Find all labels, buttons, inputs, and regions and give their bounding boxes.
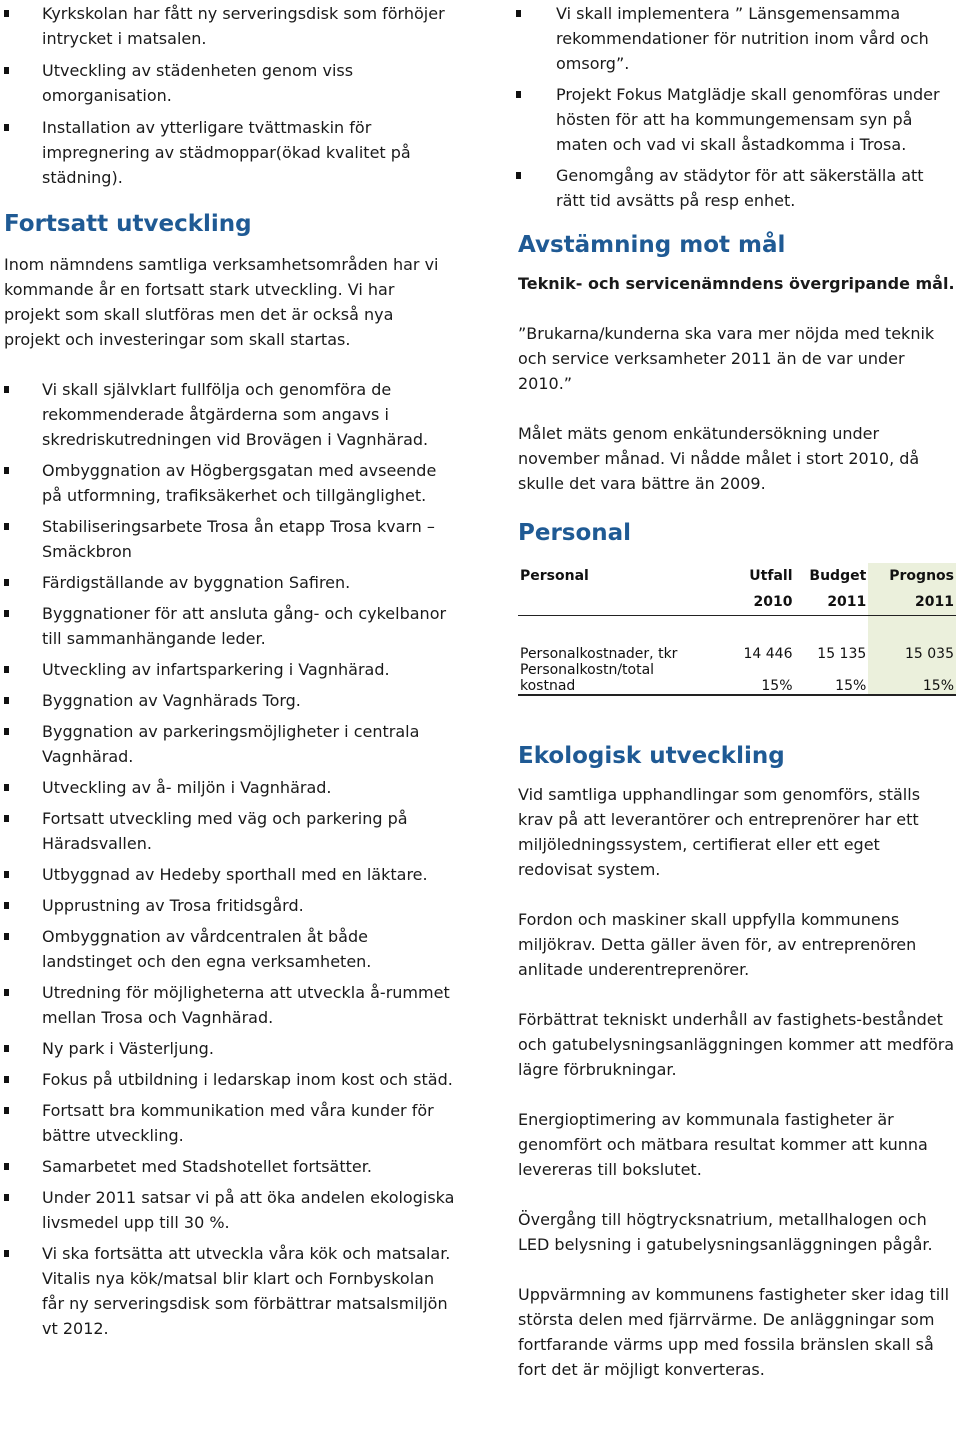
eko-paragraph: Uppvärmning av kommunens fastigheter sker idag till största delen med fjärrvärme. De anläggningar som fortfarande värms upp med fossila bränslen skall så fort det är möjligt konverteras. bbox=[518, 1285, 950, 1379]
list-item: Utveckling av städenheten genom viss omorganisation. bbox=[0, 58, 460, 108]
square-bullet-icon bbox=[4, 124, 9, 131]
table-cell: 15% bbox=[721, 678, 795, 695]
eko-paragraph: Förbättrat tekniskt underhåll av fastighets-beståndet och gatubelysningsanläggningen kommer att medföra lägre förbrukningar. bbox=[518, 1010, 955, 1079]
square-bullet-icon bbox=[516, 172, 521, 179]
table-cell: 14 446 bbox=[743, 646, 793, 662]
list-item: Utredning för möjligheterna att utveckla å-rummet mellan Trosa och Vagnhärad. bbox=[0, 980, 460, 1030]
bullet-list-top-right bbox=[516, 0, 956, 213]
square-bullet-icon bbox=[4, 1076, 9, 1083]
table-row bbox=[518, 646, 956, 662]
bullet-list-top-left bbox=[0, 0, 460, 190]
square-bullet-icon bbox=[4, 871, 9, 878]
list-item: Installation av ytterligare tvättmaskin för impregnering av städmoppar(ökad kvalitet på städning). bbox=[0, 115, 460, 190]
section-heading-fortsatt-utveckling: Fortsatt utveckling bbox=[4, 211, 252, 237]
square-bullet-icon bbox=[4, 1107, 9, 1114]
square-bullet-icon bbox=[4, 933, 9, 940]
square-bullet-icon bbox=[4, 989, 9, 996]
list-item: Fortsatt bra kommunikation med våra kunder för bättre utveckling. bbox=[0, 1098, 460, 1148]
list-item: Projekt Fokus Matglädje skall genomföras under hösten för att ha kommungemensam syn på maten och vad vi skall åstadkomma i Trosa. bbox=[516, 82, 956, 157]
table-header bbox=[518, 589, 721, 616]
right-column bbox=[516, 0, 956, 1382]
square-bullet-icon bbox=[4, 784, 9, 791]
personal-table bbox=[518, 563, 956, 696]
table-header-row bbox=[518, 563, 956, 589]
square-bullet-icon bbox=[4, 67, 9, 74]
eko-paragraph: Vid samtliga upphandlingar som genomförs, ställs krav på att leverantörer och entreprenörer har ett miljöledningssystem, certifierat eller ett eget redovisat system. bbox=[518, 785, 921, 879]
goal-quote: ”Brukarna/kunderna ska vara mer nöjda med teknik och service verksamheter 2011 än de var under 2010.” bbox=[518, 324, 935, 393]
list-item: Vi skall implementera ” Länsgemensamma rekommendationer för nutrition inom vård och omsorg”. bbox=[516, 1, 956, 76]
square-bullet-icon bbox=[4, 1250, 9, 1257]
table-cell: 15% bbox=[868, 678, 956, 695]
table-spacer-row bbox=[518, 616, 956, 647]
table-row bbox=[518, 678, 956, 695]
square-bullet-icon bbox=[4, 902, 9, 909]
list-item: Utbyggnad av Hedeby sporthall med en läktare. bbox=[0, 862, 460, 887]
square-bullet-icon bbox=[4, 666, 9, 673]
table-cell: 15 035 bbox=[868, 646, 956, 662]
list-item: Byggnation av parkeringsmöjligheter i centrala Vagnhärad. bbox=[0, 719, 460, 769]
table-cell: kostnad bbox=[518, 678, 721, 695]
left-column bbox=[0, 0, 460, 1341]
square-bullet-icon bbox=[4, 1163, 9, 1170]
section-paragraph: Inom nämndens samtliga verksamhetsområden har vi kommande år en fortsatt stark utveckling. Vi har projekt som skall slutföras men det är också nya projekt och investeringar som skall startas. bbox=[4, 255, 439, 349]
list-item: Upprustning av Trosa fritidsgård. bbox=[0, 893, 460, 918]
table-cell: 15 135 bbox=[817, 646, 867, 662]
list-item: Fokus på utbildning i ledarskap inom kost och städ. bbox=[0, 1067, 460, 1092]
square-bullet-icon bbox=[4, 523, 9, 530]
list-item: Ny park i Västerljung. bbox=[0, 1036, 460, 1061]
section-heading-ekologisk-utveckling: Ekologisk utveckling bbox=[518, 743, 785, 769]
list-item: Under 2011 satsar vi på att öka andelen ekologiska livsmedel upp till 30 %. bbox=[0, 1185, 460, 1235]
list-item: Fortsatt utveckling med väg och parkering på Häradsvallen. bbox=[0, 806, 460, 856]
table-cell: 15% bbox=[795, 678, 869, 695]
table-header: Prognos bbox=[868, 563, 956, 589]
eko-paragraph: Energioptimering av kommunala fastigheter är genomfört och mätbara resultat kommer att kunna levereras till bokslutet. bbox=[518, 1110, 928, 1179]
list-item: Stabiliseringsarbete Trosa ån etapp Trosa kvarn – Smäckbron bbox=[0, 514, 460, 564]
eko-paragraph: Övergång till högtrycksnatrium, metallhalogen och LED belysning i gatubelysningsanläggningen pågår. bbox=[518, 1210, 933, 1254]
eko-paragraph: Fordon och maskiner skall uppfylla kommunens miljökrav. Detta gäller även för, av entreprenören anlitade underentreprenörer. bbox=[518, 910, 917, 979]
table-cell: Personalkostn/total bbox=[520, 662, 655, 678]
table-header: Personal bbox=[520, 568, 589, 584]
square-bullet-icon bbox=[4, 697, 9, 704]
list-item: Byggnationer för att ansluta gång- och cykelbanor till sammanhängande leder. bbox=[0, 601, 460, 651]
list-item: Kyrkskolan har fått ny serveringsdisk som förhöjer intrycket i matsalen. bbox=[0, 1, 460, 51]
square-bullet-icon bbox=[516, 10, 521, 17]
table-cell: Personalkostnader, tkr bbox=[520, 646, 678, 662]
square-bullet-icon bbox=[4, 386, 9, 393]
list-item: Byggnation av Vagnhärads Torg. bbox=[0, 688, 460, 713]
square-bullet-icon bbox=[4, 1045, 9, 1052]
table-header: Utfall bbox=[749, 568, 793, 584]
square-bullet-icon bbox=[4, 467, 9, 474]
table-header: 2011 bbox=[795, 589, 869, 616]
square-bullet-icon bbox=[4, 579, 9, 586]
square-bullet-icon bbox=[4, 728, 9, 735]
section-heading-avstamning: Avstämning mot mål bbox=[518, 232, 786, 258]
square-bullet-icon bbox=[4, 1194, 9, 1201]
list-item: Vi skall självklart fullfölja och genomföra de rekommenderade åtgärderna som angavs i skredriskutredningen vid Brovägen i Vagnhärad. bbox=[0, 377, 460, 452]
bullet-list-main-left bbox=[0, 377, 460, 1341]
square-bullet-icon bbox=[4, 10, 9, 17]
list-item: Utveckling av infartsparkering i Vagnhärad. bbox=[0, 657, 460, 682]
list-item: Ombyggnation av Högbergsgatan med avseende på utformning, trafiksäkerhet och tillgänglighet. bbox=[0, 458, 460, 508]
section-heading-personal: Personal bbox=[518, 520, 632, 546]
list-item: Genomgång av städytor för att säkerställa att rätt tid avsätts på resp enhet. bbox=[516, 163, 956, 213]
goal-measurement: Målet mäts genom enkätundersökning under november månad. Vi nådde målet i stort 2010, då skulle det vara bättre än 2009. bbox=[518, 424, 920, 493]
list-item: Vi ska fortsätta att utveckla våra kök och matsalar. Vitalis nya kök/matsal blir klart och Fornbyskolan får ny serveringsdisk som förbättrar matsalsmiljön vt 2012. bbox=[0, 1241, 460, 1341]
list-item: Samarbetet med Stadshotellet fortsätter. bbox=[0, 1154, 460, 1179]
square-bullet-icon bbox=[4, 610, 9, 617]
table-header: 2010 bbox=[721, 589, 795, 616]
table-header-row bbox=[518, 589, 956, 616]
list-item: Utveckling av å- miljön i Vagnhärad. bbox=[0, 775, 460, 800]
table-header: Budget bbox=[809, 568, 867, 584]
goal-subheading: Teknik- och servicenämndens övergripande mål. bbox=[518, 274, 955, 293]
square-bullet-icon bbox=[4, 815, 9, 822]
square-bullet-icon bbox=[516, 91, 521, 98]
table-header: 2011 bbox=[868, 589, 956, 616]
table-row bbox=[518, 662, 956, 678]
list-item: Ombyggnation av vårdcentralen åt både landstinget och den egna verksamheten. bbox=[0, 924, 460, 974]
list-item: Färdigställande av byggnation Safiren. bbox=[0, 570, 460, 595]
